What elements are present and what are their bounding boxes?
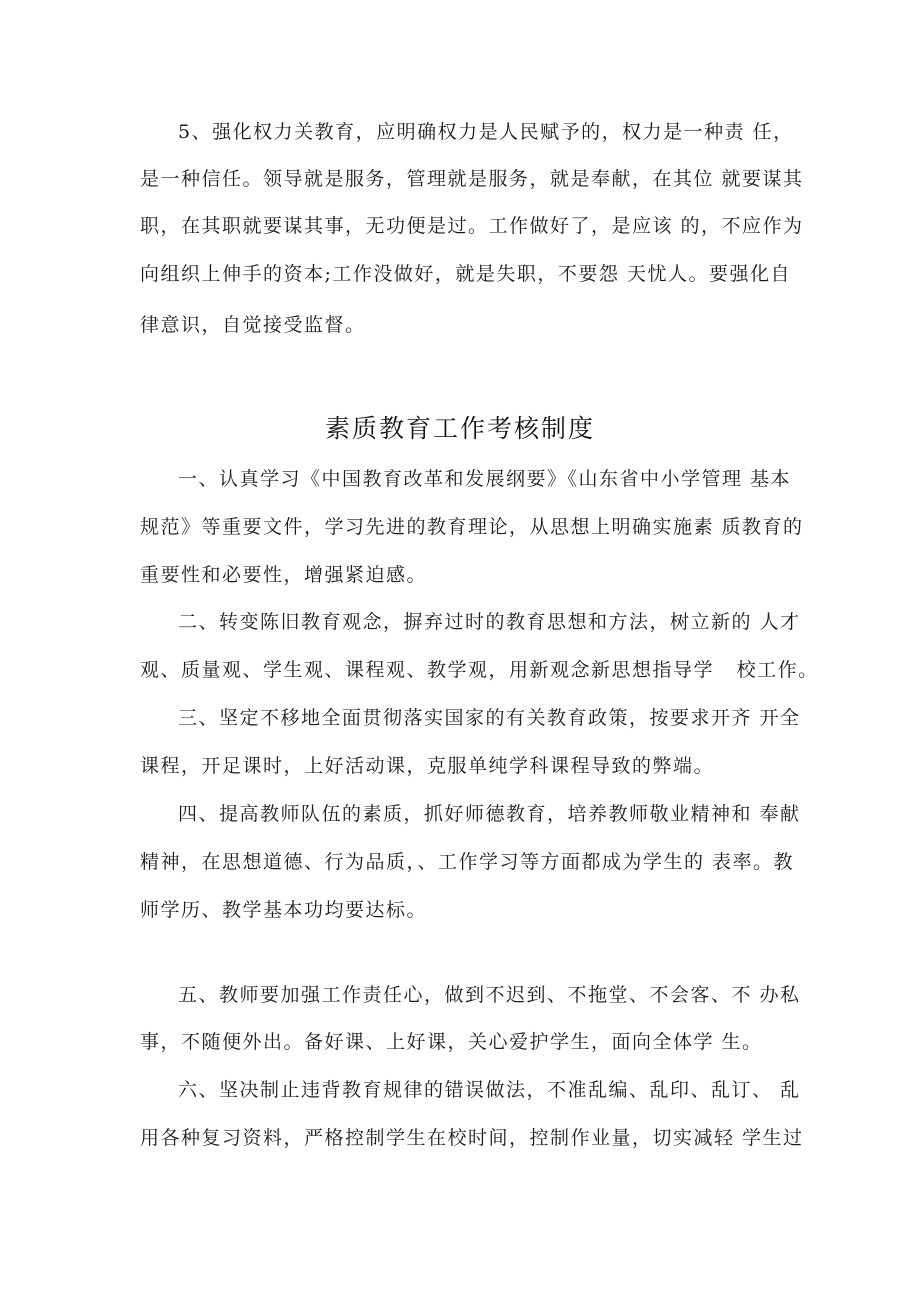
- item-2-line-1: 二、转变陈旧教育观念，摒弃过时的教育思想和方法，树立新的 人才: [178, 611, 801, 633]
- item-1-line-2: 规范》等重要文件，学习先进的教育理论，从思想上明确实施素 质教育的: [140, 516, 804, 538]
- item-1-line-1: 一、认真学习《中国教育改革和发展纲要》《山东省中小学管理 基本: [178, 468, 792, 490]
- section5-line-5: 律意识，自觉接受监督。: [140, 314, 366, 336]
- section5-line-4: 向组织上伸手的资本;工作没做好，就是失职，不要怨 天忧人。要强化自: [140, 263, 791, 285]
- item-3-line-2: 课程，开足课时，上好活动课，克服单纯学科课程导致的弊端。: [140, 755, 715, 777]
- item-2-line-2: 观、质量观、学生观、课程观、教学观，用新观念新思想指导学 校工作。: [140, 659, 819, 681]
- item-6-line-2: 用各种复习资料，严格控制学生在校时间，控制作业量，切实减轻 学生过: [140, 1127, 804, 1149]
- item-4-line-3: 师学历、教学基本功均要达标。: [140, 899, 428, 921]
- page-title: 素质教育工作考核制度: [324, 414, 595, 443]
- item-5-line-1: 五、教师要加强工作责任心，做到不迟到、不拖堂、不会客、不 办私: [178, 984, 801, 1006]
- section5-line-1: 5、强化权力关教育，应明确权力是人民赋予的，权力是一种责 任，: [178, 121, 794, 143]
- section5-line-2: 是一种信任。领导就是服务，管理就是服务，就是奉献，在其位 就要谋其: [140, 168, 804, 190]
- section5-line-3: 职，在其职就要谋其事，无功便是过。工作做好了，是应该 的，不应作为: [140, 215, 804, 237]
- item-4-line-1: 四、提高教师队伍的素质，抓好师德教育，培养教师敬业精神和 奉献: [178, 803, 801, 825]
- item-1-line-3: 重要性和必要性，增强紧迫感。: [140, 564, 428, 586]
- item-4-line-2: 精神，在思想道德、行为品质，、工作学习等方面都成为学生的 表率。教: [140, 851, 795, 873]
- item-5-line-2: 事，不随便外出。备好课、上好课，关心爱护学生，面向全体学 生。: [140, 1031, 763, 1053]
- item-3-line-1: 三、坚定不移地全面贯彻落实国家的有关教育政策，按要求开齐 开全: [178, 707, 801, 729]
- item-6-line-1: 六、坚决制止违背教育规律的错误做法，不准乱编、乱印、乱订、 乱: [178, 1079, 801, 1101]
